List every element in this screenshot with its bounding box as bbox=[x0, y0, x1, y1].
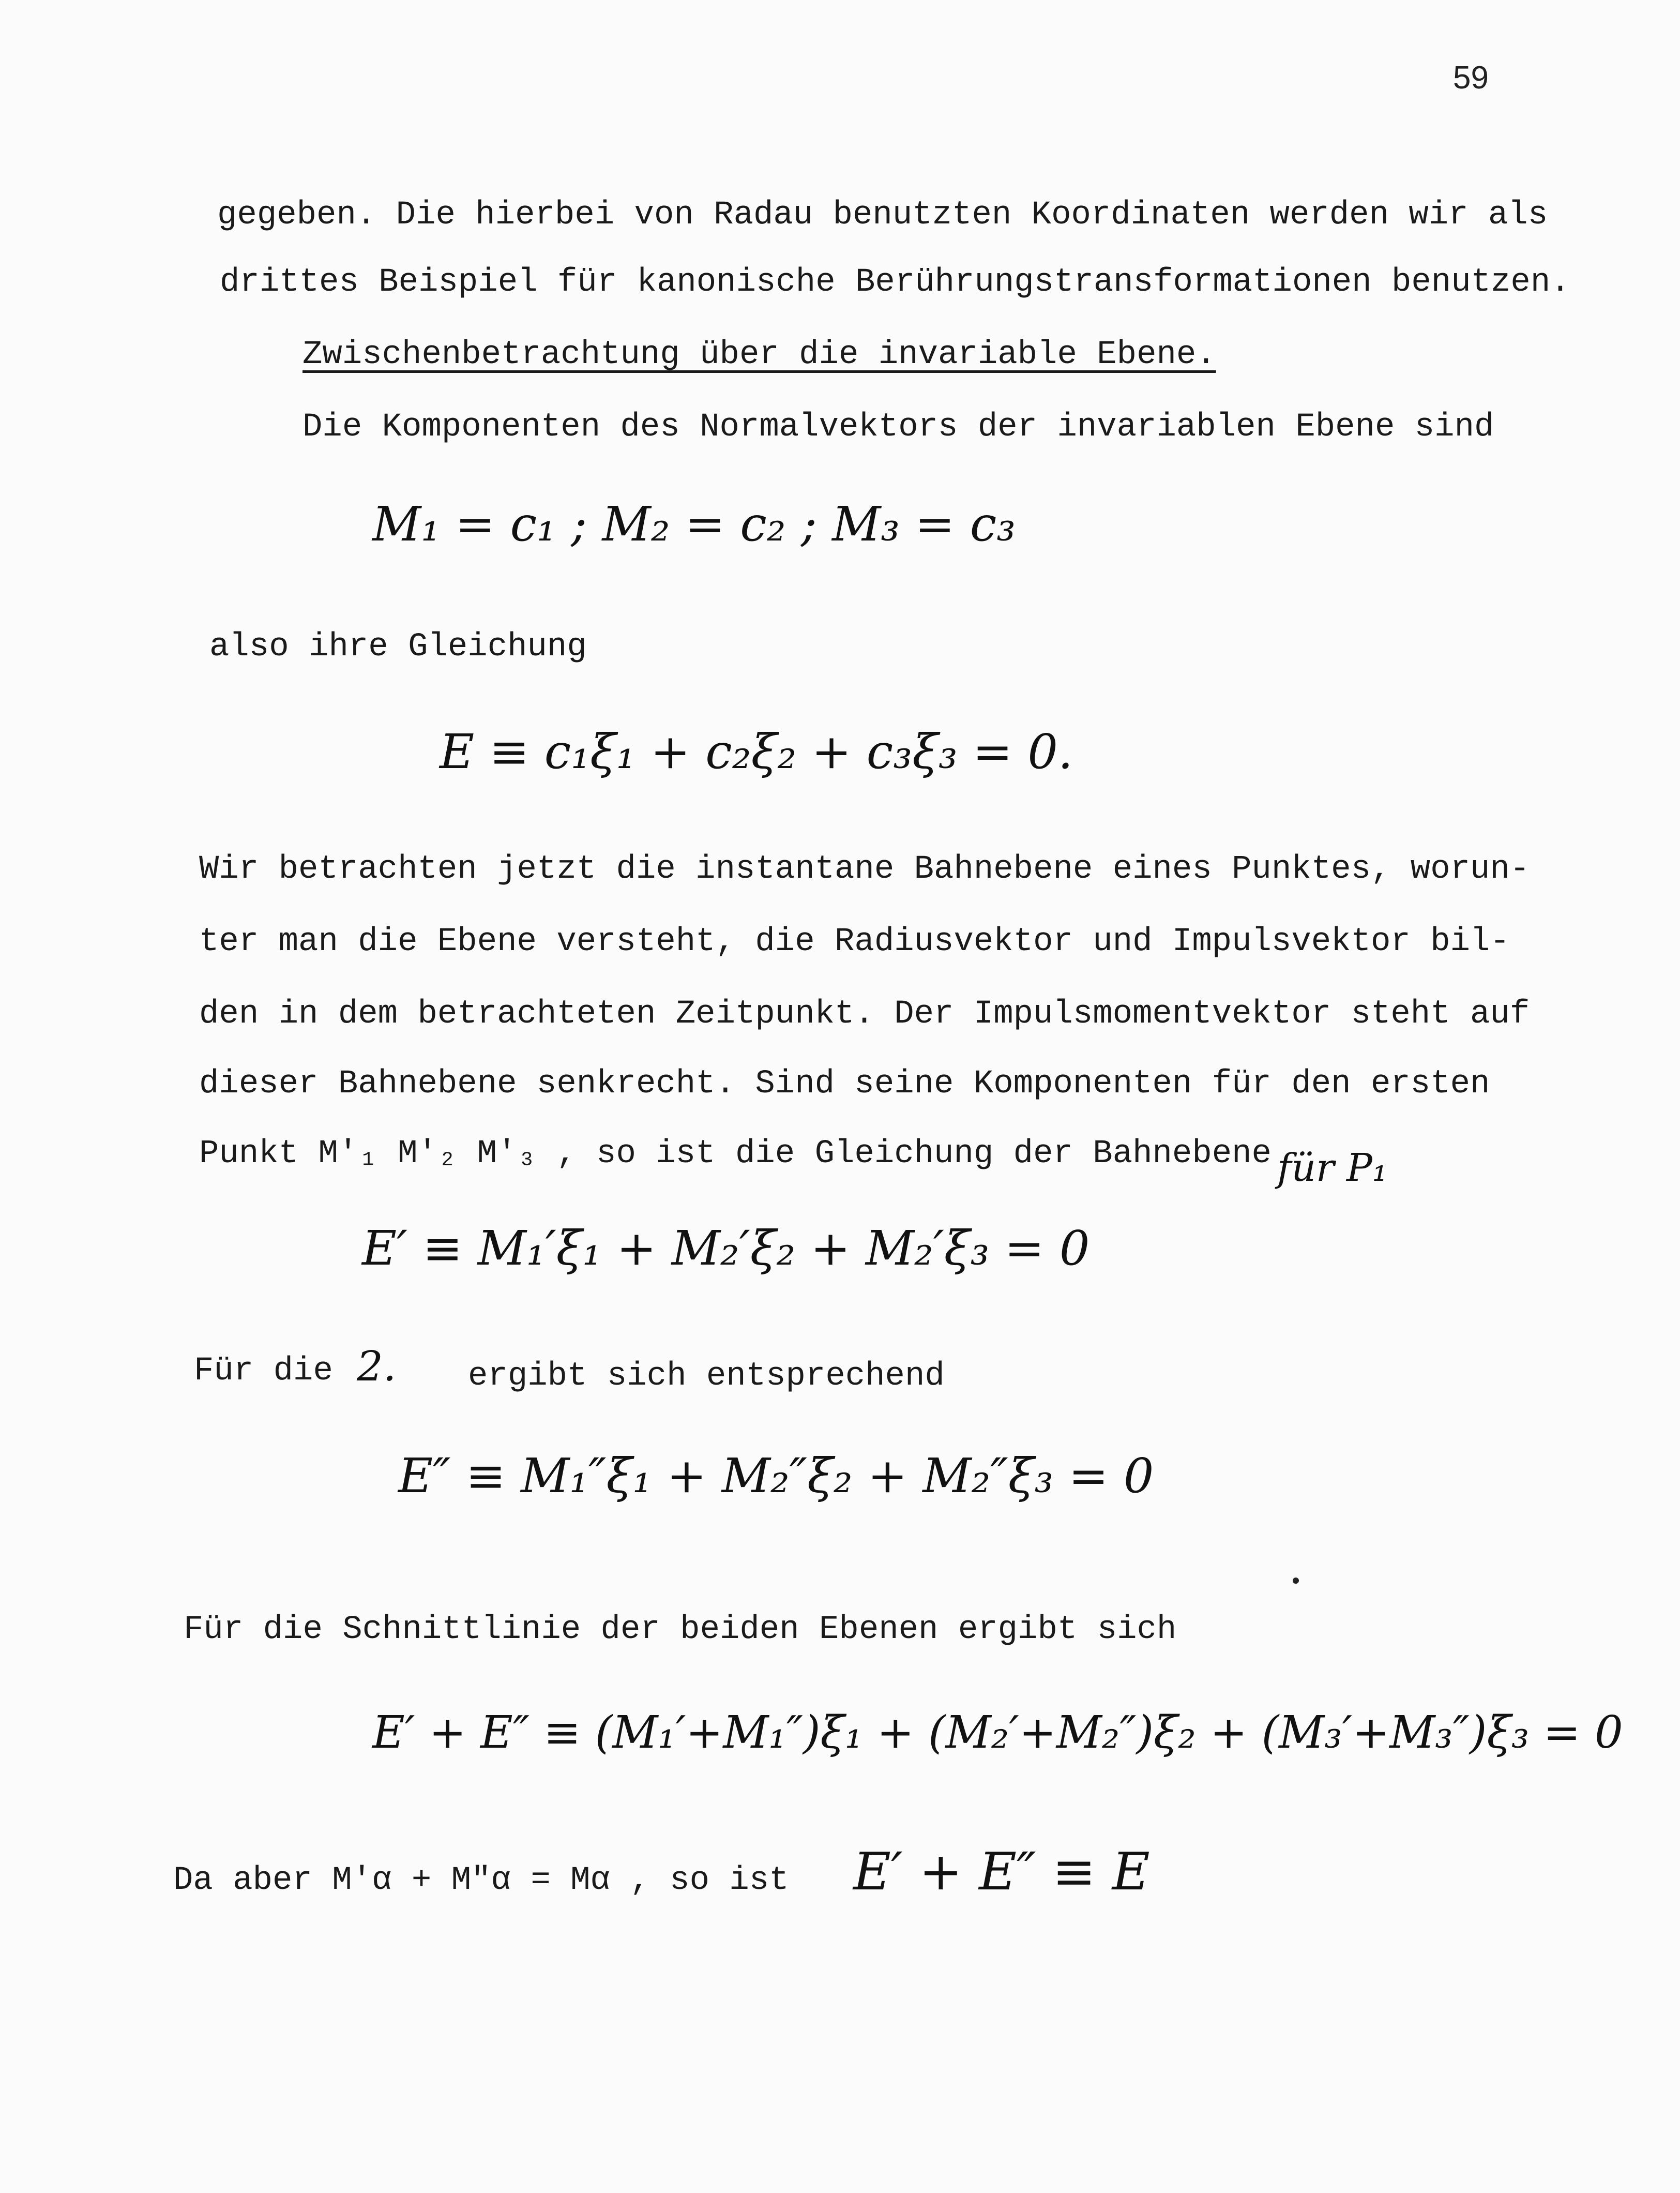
text-line-6: ter man die Ebene versteht, die Radiusvektor und Impulsvektor bil- bbox=[199, 923, 1510, 960]
text-line-4: also ihre Gleichung bbox=[209, 628, 587, 666]
handwritten-number: 2. bbox=[357, 1342, 397, 1390]
text-line-13: Da aber M′α + M″α = Mα , so ist bbox=[173, 1862, 789, 1899]
text-line-9: Punkt M′₁ M′₂ M′₃ , so ist die Gleichung der Bahnebene bbox=[199, 1135, 1272, 1173]
equation-invariable-plane: E ≡ c₁ξ₁ + c₂ξ₂ + c₃ξ₃ = 0. bbox=[440, 724, 1073, 779]
text-line-11: ergibt sich entsprechend bbox=[468, 1358, 945, 1395]
text-line-12: Für die Schnittlinie der beiden Ebenen ergibt sich bbox=[184, 1611, 1177, 1648]
text-line-8: dieser Bahnebene senkrecht. Sind seine Komponenten für den ersten bbox=[199, 1065, 1490, 1103]
ink-dot bbox=[1293, 1578, 1299, 1584]
equation-components: M₁ = c₁ ; M₂ = c₂ ; M₃ = c₃ bbox=[372, 497, 1016, 552]
equation-final: E′ + E″ ≡ E bbox=[853, 1841, 1150, 1902]
section-heading: Zwischenbetrachtung über die invariable Ebene. bbox=[302, 336, 1216, 373]
equation-sum: E′ + E″ ≡ (M₁′+M₁″)ξ₁ + (M₂′+M₂″)ξ₂ + (M₃′+M₃″)ξ₃ = 0 bbox=[372, 1707, 1623, 1759]
text-line-5: Wir betrachten jetzt die instantane Bahnebene eines Punktes, worun- bbox=[199, 851, 1530, 888]
text-line-7: den in dem betrachteten Zeitpunkt. Der Impulsmomentvektor steht auf bbox=[199, 996, 1530, 1033]
text-line-1: gegeben. Die hierbei von Radau benutzten Koordinaten werden wir als bbox=[217, 197, 1548, 234]
text-line-2: drittes Beispiel für kanonische Berührungstransformationen benutzen. bbox=[220, 264, 1570, 301]
text-line-3: Die Komponenten des Normalvektors der invariablen Ebene sind bbox=[302, 409, 1494, 446]
handwritten-note-p1: für P₁ bbox=[1277, 1146, 1388, 1190]
equation-plane-1: E′ ≡ M₁′ξ₁ + M₂′ξ₂ + M₂′ξ₃ = 0 bbox=[362, 1221, 1090, 1276]
text-line-10: Für die bbox=[194, 1353, 333, 1390]
equation-plane-2: E″ ≡ M₁″ξ₁ + M₂″ξ₂ + M₂″ξ₃ = 0 bbox=[398, 1448, 1154, 1504]
page-number: 59 bbox=[1453, 60, 1489, 96]
